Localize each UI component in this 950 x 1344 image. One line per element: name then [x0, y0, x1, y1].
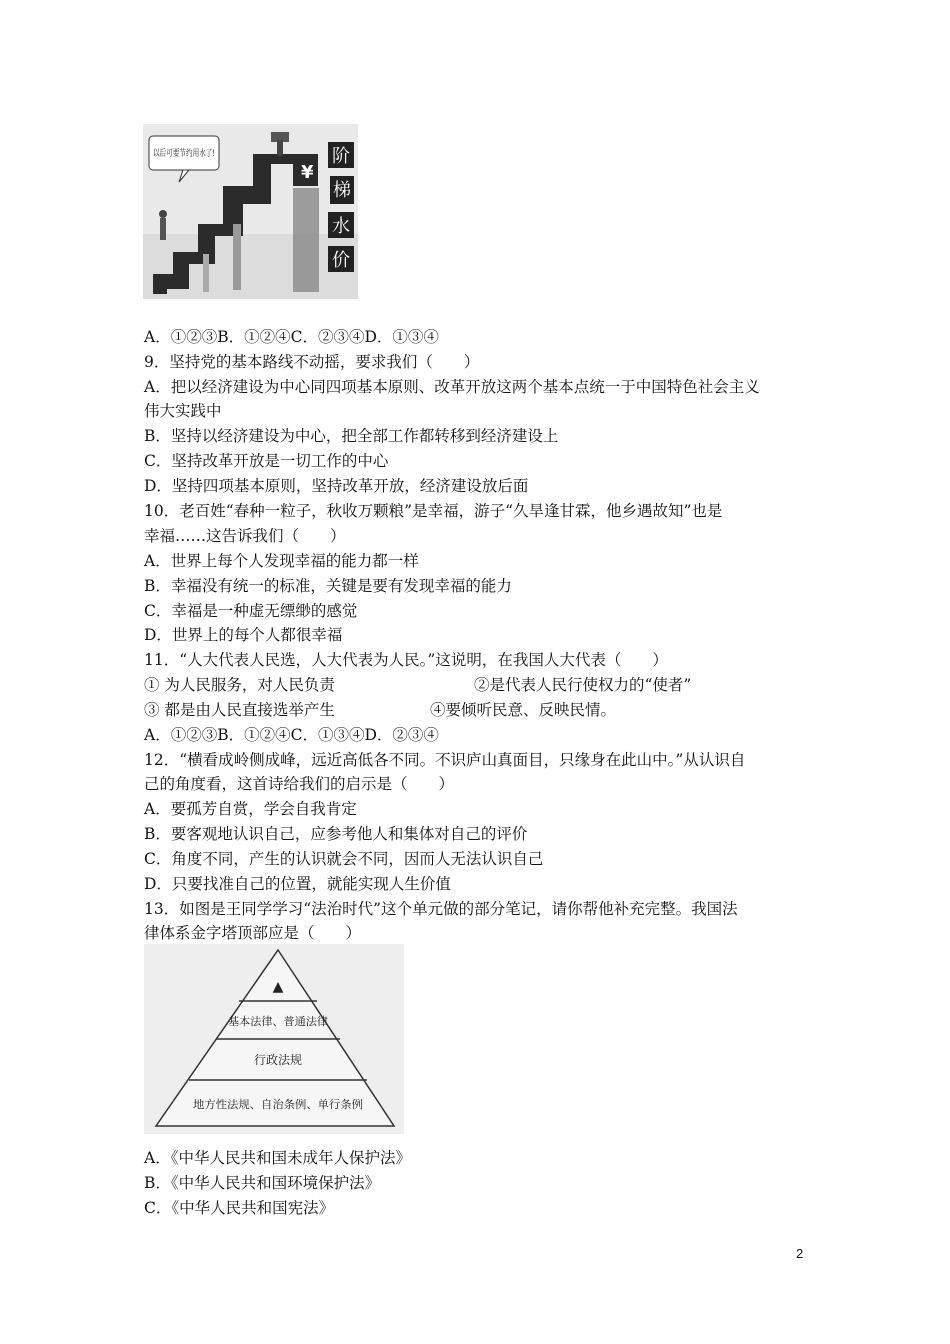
q12-option-b: B．要客观地认识自己，应参考他人和集体对自己的评价 [144, 825, 528, 843]
q13-option-b: B．《中华人民共和国环境保护法》 [144, 1174, 381, 1192]
q11-item-2: ②是代表人民行使权力的“使者” [474, 676, 692, 694]
person-figure [159, 210, 167, 218]
q12-option-a: A．要孤芳自赏，学会自我肯定 [144, 800, 357, 818]
q13-stem-cont: 律体系金字塔顶部应是（ ） [144, 924, 362, 942]
q13-stem: 13．如图是王同学学习“法治时代”这个单元做的部分笔记，请你帮他补充完整。我国法 [144, 900, 738, 918]
q12-option-c: C．角度不同，产生的认识就会不同，因而人无法认识自己 [144, 850, 544, 868]
label-char-4: 价 [332, 250, 350, 271]
water-price-cartoon [143, 124, 358, 299]
q11-item-3: ③ 都是由人民直接选举产生 [144, 701, 335, 719]
speech-text: 以后可要节约用水了! [153, 149, 238, 159]
q9-option-c: C．坚持改革开放是一切工作的中心 [144, 452, 389, 470]
q11-item-1: ① 为人民服务，对人民负责 [144, 676, 335, 694]
q11-options: A．①②③B．①②④C．①③④D．②③④ [144, 726, 439, 744]
pyramid-level-4: 地方性法规、自治条例、单行条例 [193, 1098, 358, 1111]
q10-option-c: C．幸福是一种虚无缥缈的感觉 [144, 602, 358, 620]
label-char-3: 水 [332, 216, 350, 237]
q9-option-d: D．坚持四项基本原则，坚持改革开放，经济建设放后面 [144, 477, 529, 495]
q8-options: A．①②③B．①②④C．②③④D．①③④ [144, 328, 439, 346]
q13-option-c: C．《中华人民共和国宪法》 [144, 1199, 335, 1217]
q12-option-d: D．只要找准自己的位置，就能实现人生价值 [144, 875, 451, 893]
q9-option-a-cont: 伟大实践中 [144, 402, 222, 420]
page-number: 2 [796, 1246, 804, 1261]
label-char-1: 阶 [332, 146, 350, 167]
q9-option-a: A．把以经济建设为中心同四项基本原则、改革开放这两个基本点统一于中国特色社会主义 [144, 378, 760, 396]
q12-stem-cont: 己的角度看，这首诗给我们的启示是（ ） [144, 775, 455, 793]
label-char-2: 梯 [333, 180, 351, 201]
law-system-pyramid [144, 944, 404, 1134]
pyramid-level-3: 行政法规 [253, 1053, 303, 1067]
yen-sign: ¥ [301, 162, 314, 183]
water-stream-large [293, 188, 319, 292]
pyramid-top-marker: ▲ [272, 979, 284, 995]
q11-item-4: ④要倾听民意、反映民情。 [430, 701, 617, 719]
q10-option-b: B．幸福没有统一的标准，关键是要有发现幸福的能力 [144, 577, 512, 595]
q11-stem: 11．“人大代表人民选，人大代表为人民。”这说明，在我国人大代表（ ） [144, 651, 668, 669]
q10-option-a: A．世界上每个人发现幸福的能力都一样 [144, 552, 419, 570]
q9-option-b: B．坚持以经济建设为中心，把全部工作都转移到经济建设上 [144, 427, 559, 445]
q13-option-a: A．《中华人民共和国未成年人保护法》 [144, 1149, 411, 1167]
q9-stem: 9．坚持党的基本路线不动摇，要求我们（ ） [144, 353, 480, 371]
q12-stem: 12．“横看成岭侧成峰，远近高低各不同。不识庐山真面目，只缘身在此山中。”从认识自 [144, 751, 746, 769]
q10-stem: 10．老百姓“春种一粒子，秋收万颗粮”是幸福，游子“久旱逢甘霖，他乡遇故知”也是 [144, 502, 723, 520]
pyramid-level-2: 基本法律、普通法律 [228, 1015, 327, 1028]
q10-stem-cont: 幸福……这告诉我们（ ） [144, 527, 346, 545]
q10-option-d: D．世界上的每个人都很幸福 [144, 626, 343, 644]
